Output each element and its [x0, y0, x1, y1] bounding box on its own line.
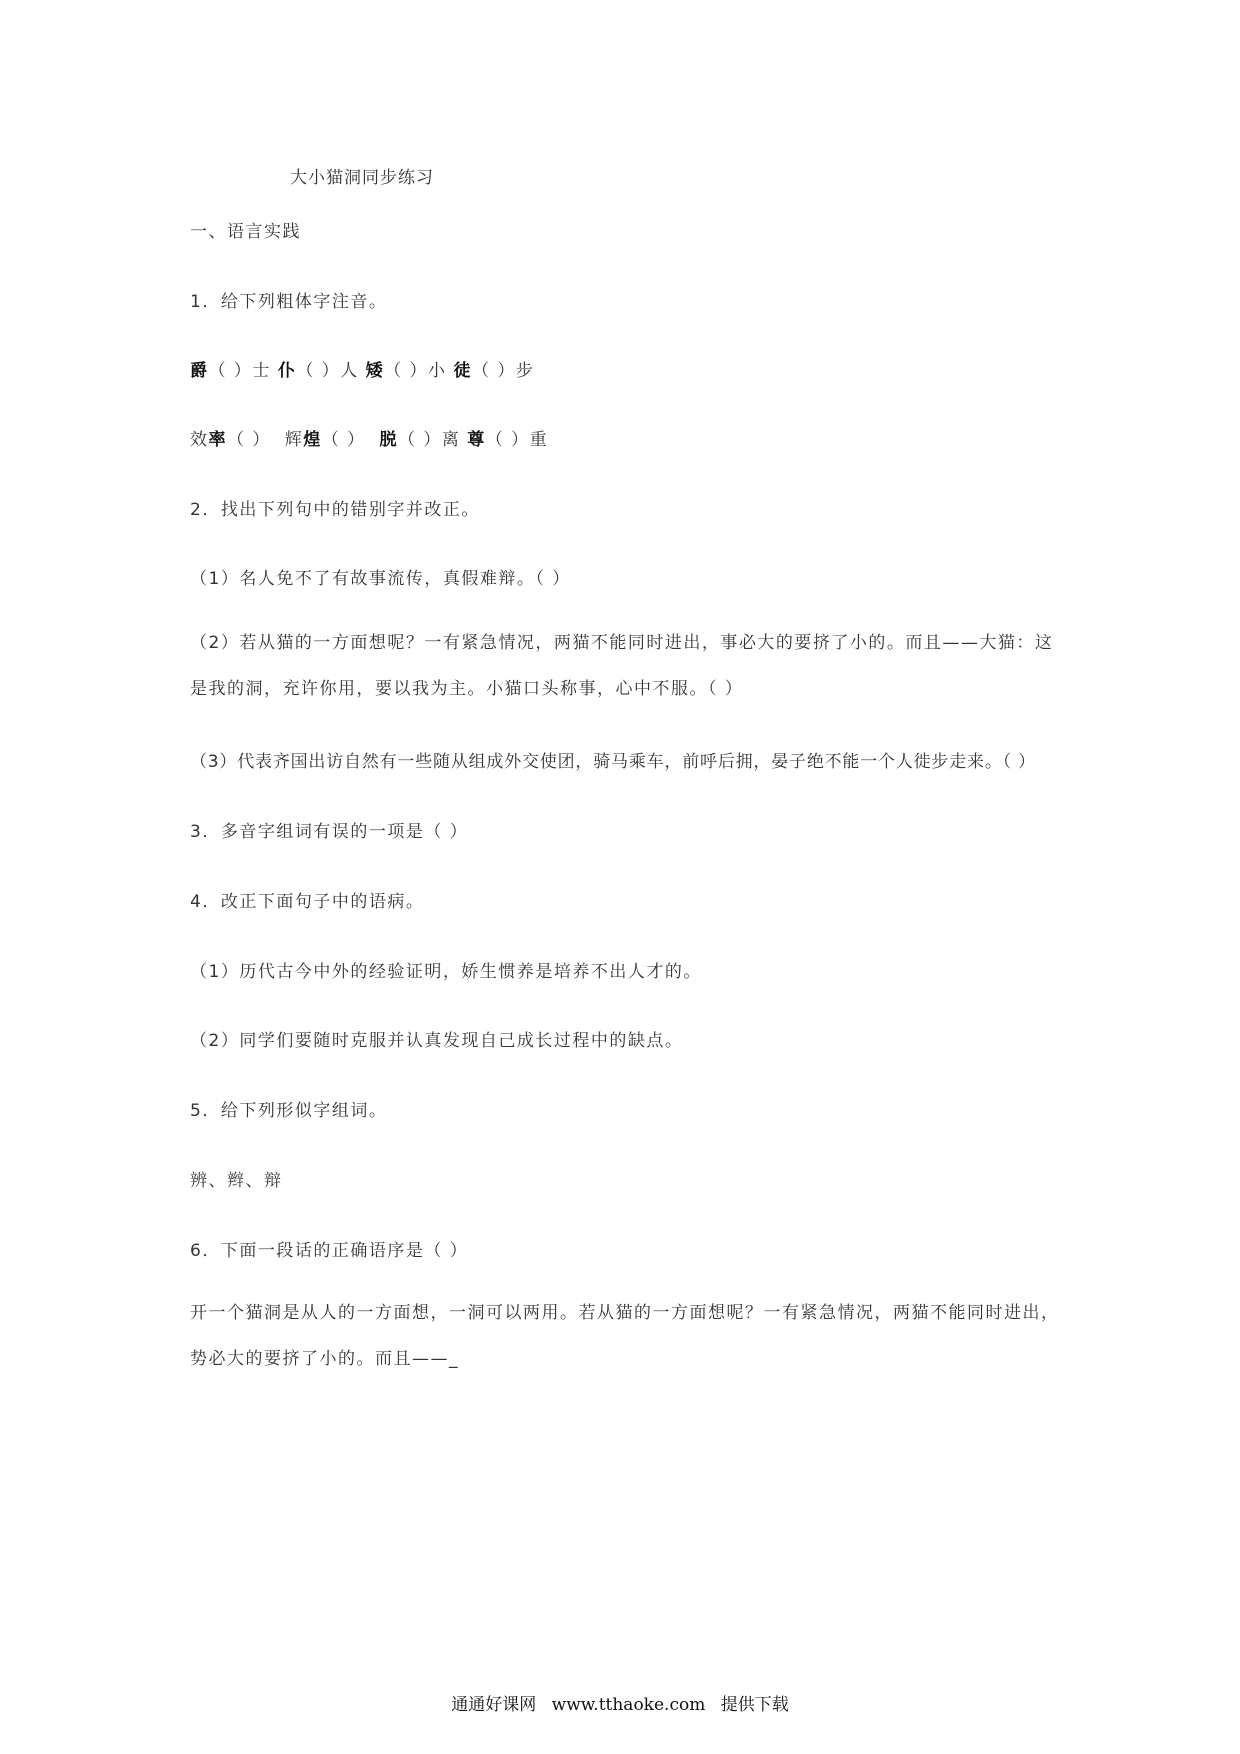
plain-char: 效 [190, 430, 209, 450]
blank-text: （ ） [227, 430, 271, 450]
bold-char: 徒 [453, 361, 472, 381]
bold-char: 矮 [365, 361, 385, 381]
question-2-prompt: 2．找出下列句中的错别字并改正。 [190, 500, 480, 520]
question-2-item-2: （2）若从猫的一方面想呢？一有紧急情况，两猫不能同时进出，事必大的要挤了小的。而且——大猫：这是我的洞，充许你用，要以我为主。小猫口头称事，心中不服。（ ） [190, 633, 1054, 699]
page-title: 大小猫洞同步练习 [290, 168, 434, 188]
bold-char: 尊 [467, 430, 486, 450]
bold-char: 率 [208, 430, 227, 450]
question-5-prompt: 5．给下列形似字组词。 [190, 1101, 388, 1121]
question-4-prompt: 4．改正下面句子中的语病。 [190, 892, 425, 912]
section-heading: 一、语言实践 [190, 222, 301, 242]
question-2-item-1: （1）名人免不了有故事流传，真假难辩。（ ） [190, 569, 571, 589]
question-5-chars: 辨、辫、辩 [190, 1171, 283, 1191]
plain-char: 辉 [284, 430, 304, 450]
question-4-item-2: （2）同学们要随时克服并认真发现自己成长过程中的缺点。 [190, 1031, 684, 1051]
question-1-row-1 [190, 356, 1070, 381]
blank-text: （ ） [321, 430, 366, 450]
footer [0, 1690, 1240, 1715]
blank-text: （ ）小 [384, 361, 447, 381]
question-6-prompt: 6．下面一段话的正确语序是（ ） [190, 1241, 469, 1261]
question-6-passage: 开一个猫洞是从人的一方面想，一洞可以两用。若从猫的一方面想呢？一有紧急情况，两猫不能同时进出，势必大的要挤了小的。而且——_ [190, 1303, 1060, 1369]
question-3-prompt: 3．多音字组词有误的一项是（ ） [190, 822, 469, 842]
footer-tail: 提供下载 [720, 1695, 789, 1715]
question-1-prompt: 1．给下列粗体字注音。 [190, 292, 388, 312]
blank-text: （ ）人 [296, 361, 359, 381]
question-4-item-1: （1）历代古今中外的经验证明，娇生惯养是培养不出人才的。 [190, 962, 702, 982]
bold-char: 脱 [379, 430, 398, 450]
question-1-row-2 [190, 425, 1070, 450]
footer-site: 通通好课网 [451, 1695, 537, 1715]
bold-char: 仆 [277, 361, 297, 381]
bold-char: 爵 [190, 361, 209, 381]
blank-text: （ ）步 [471, 361, 535, 381]
question-2-item-3: （3）代表齐国出访自然有一些随从组成外交使团，骑马乘车，前呼后拥，晏子绝不能一个人徙步走来。（ ） [190, 752, 1036, 772]
bold-char: 煌 [303, 430, 322, 450]
blank-text: （ ）离 [397, 430, 461, 450]
footer-url: www.tthaoke.com [551, 1695, 706, 1715]
blank-text: （ ）重 [485, 430, 549, 450]
blank-text: （ ）士 [208, 361, 271, 381]
